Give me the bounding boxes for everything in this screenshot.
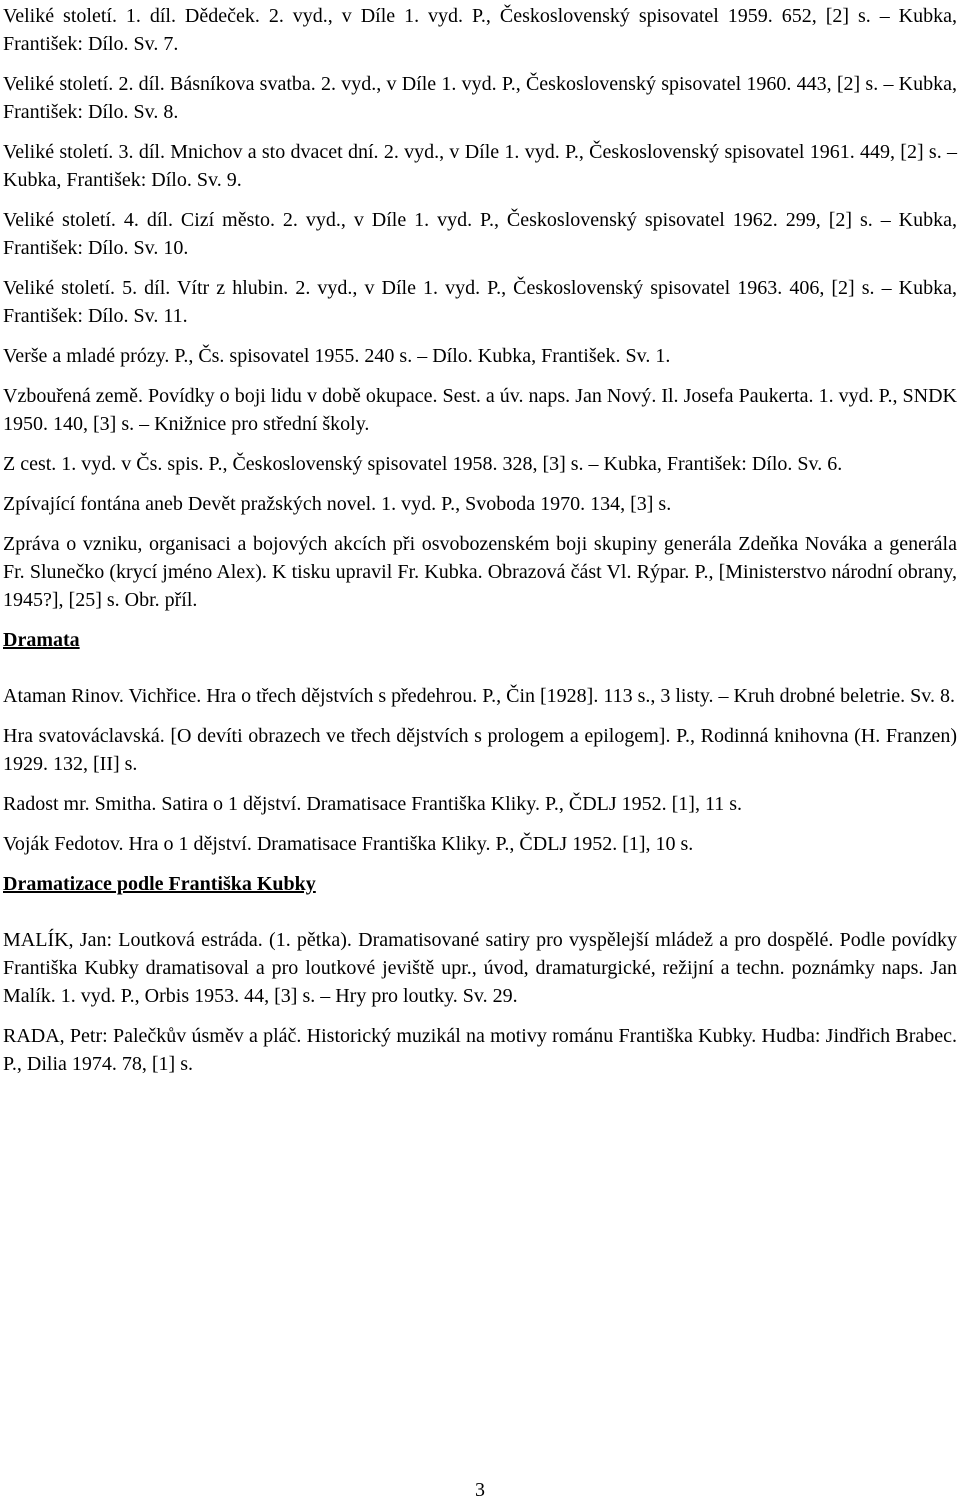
section-heading-dramatizace: Dramatizace podle Františka Kubky: [3, 873, 316, 895]
bibliography-entry: Verše a mladé prózy. P., Čs. spisovatel 1955. 240 s. – Dílo. Kubka, František. Sv. 1.: [3, 345, 671, 367]
bibliography-entry: Zpráva o vzniku, organisaci a bojových akcích při osvobozenském boji skupiny generála Zdeňka Nováka a generála Fr. Slunečko (krycí jméno Alex). K tisku upravil Fr. Kubka. Obrazová část Vl. Rýpar. P., [Ministerstvo národní obrany, 1945?], [25] s. Obr. příl.: [3, 533, 957, 611]
bibliography-entry: Z cest. 1. vyd. v Čs. spis. P., Československý spisovatel 1958. 328, [3] s. – Kubka, František: Dílo. Sv. 6.: [3, 453, 843, 475]
bibliography-entry: Radost mr. Smitha. Satira o 1 dějství. Dramatisace Františka Kliky. P., ČDLJ 1952. [1], 11 s.: [3, 793, 743, 815]
section-heading-dramata: Dramata: [3, 629, 80, 651]
bibliography-entry: Veliké století. 5. díl. Vítr z hlubin. 2. vyd., v Díle 1. vyd. P., Československý spisovatel 1963. 406, [2] s. – Kubka, František: Dílo. Sv. 11.: [3, 277, 957, 327]
bibliography-entry: Veliké století. 2. díl. Básníkova svatba. 2. vyd., v Díle 1. vyd. P., Československý spisovatel 1960. 443, [2] s. – Kubka, František: Dílo. Sv. 8.: [3, 73, 957, 123]
bibliography-entry: MALÍK, Jan: Loutková estráda. (1. pětka). Dramatisované satiry pro vyspělejší mládež a pro dospělé. Podle povídky Františka Kubky dramatisoval a pro loutkové jeviště upr., úvod, dramaturgické, režijní a techn. poznámky naps. Jan Malík. 1. vyd. P., Orbis 1953. 44, [3] s. – Hry pro loutky. Sv. 29.: [3, 929, 957, 1007]
page-number: 3: [475, 1479, 485, 1501]
bibliography-entry: Veliké století. 4. díl. Cizí město. 2. vyd., v Díle 1. vyd. P., Československý spisovatel 1962. 299, [2] s. – Kubka, František: Dílo. Sv. 10.: [3, 209, 957, 259]
bibliography-entry: Vzbouřená země. Povídky o boji lidu v době okupace. Sest. a úv. naps. Jan Nový. Il. Josefa Paukerta. 1. vyd. P., SNDK 1950. 140, [3] s. – Knižnice pro střední školy.: [3, 385, 957, 435]
bibliography-entry: Ataman Rinov. Vichřice. Hra o třech dějstvích s předehrou. P., Čin [1928]. 113 s., 3 listy. – Kruh drobné beletrie. Sv. 8.: [3, 685, 955, 707]
bibliography-entry: Zpívající fontána aneb Devět pražských novel. 1. vyd. P., Svoboda 1970. 134, [3] s.: [3, 493, 672, 515]
bibliography-entry: RADA, Petr: Palečkův úsměv a pláč. Historický muzikál na motivy románu Františka Kubky. Hudba: Jindřich Brabec. P., Dilia 1974. 78, [1] s.: [3, 1025, 957, 1075]
bibliography-entry: Veliké století. 3. díl. Mnichov a sto dvacet dní. 2. vyd., v Díle 1. vyd. P., Československý spisovatel 1961. 449, [2] s. – Kubka, František: Dílo. Sv. 9.: [3, 141, 957, 191]
bibliography-entry: Veliké století. 1. díl. Dědeček. 2. vyd., v Díle 1. vyd. P., Československý spisovatel 1959. 652, [2] s. – Kubka, František: Dílo. Sv. 7.: [3, 5, 957, 55]
bibliography-entry: Voják Fedotov. Hra o 1 dějství. Dramatisace Františka Kliky. P., ČDLJ 1952. [1], 10 s.: [3, 833, 694, 855]
bibliography-entry: Hra svatováclavská. [O devíti obrazech ve třech dějstvích s prologem a epilogem]. P., Rodinná knihovna (H. Franzen) 1929. 132, [II] s.: [3, 725, 957, 775]
